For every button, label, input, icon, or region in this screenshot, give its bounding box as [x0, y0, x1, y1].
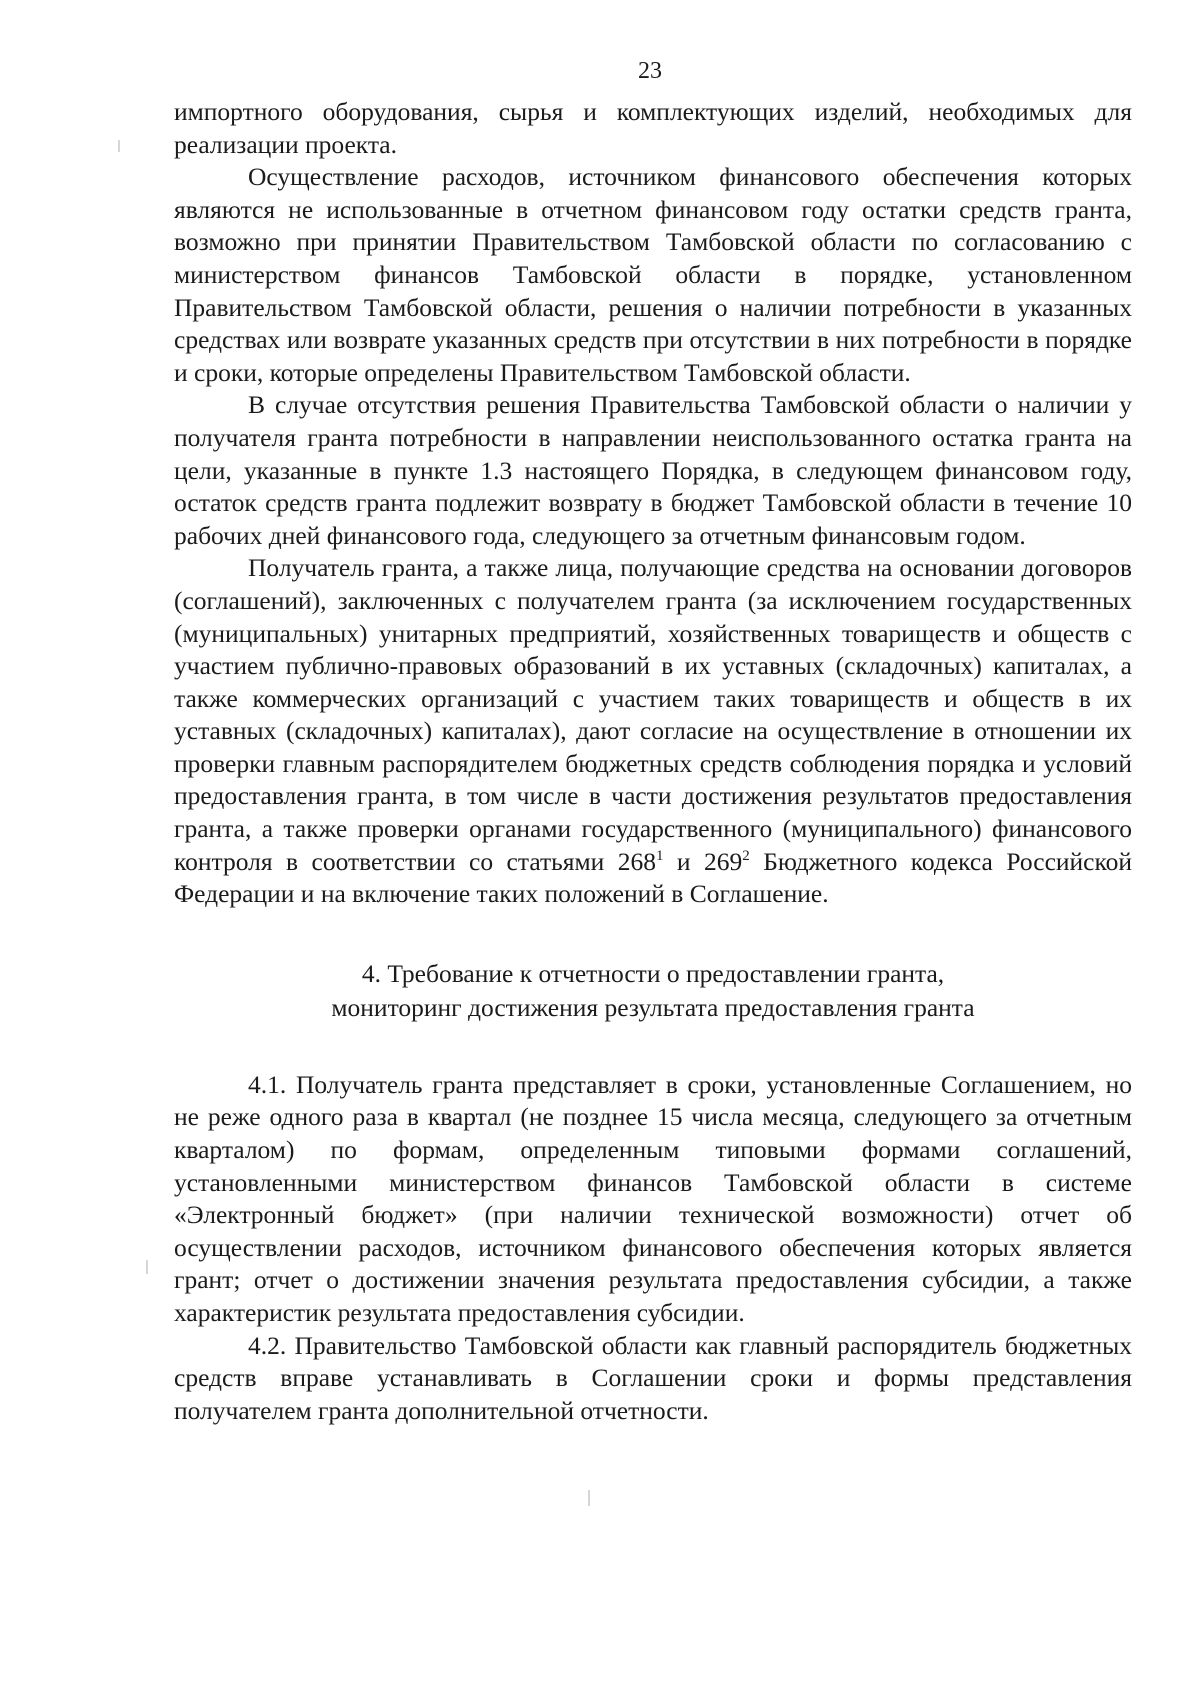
article-269: 269: [704, 846, 743, 876]
paragraph-continuation: импортного оборудования, сырья и комплектующих изделий, необходимых для реализации проекта.: [174, 97, 1132, 159]
document-body: [174, 96, 1132, 1427]
paragraph-4-1: 4.1. Получатель гранта представляет в сроки, установленные Соглашением, но не реже одного раза в квартал (не позднее 15 числа месяца, следующего за отчетным кварталом) по формам, определенным типовыми формами соглашений, установленными министерством финансов Тамбовской области в системе «Электронный бюджет» (при наличии технической возможности) отчет об осуществлении расходов, источником финансового обеспечения которых является грант; отчет о достижении значения результата предоставления субсидии, а также характеристик результата предоставления субсидии.: [174, 1069, 1132, 1327]
article-268-superscript: 1: [655, 847, 664, 864]
conjunction: и: [663, 846, 705, 876]
scan-artifact-bottom: [588, 1490, 590, 1506]
paragraph-unused-funds: Осуществление расходов, источником финансового обеспечения которых являются не использованные в отчетном финансовом году остатки средств гранта, возможно при принятии Правительством Тамбовской области по согласованию с министерством финансов Тамбовской области в порядке, установленном Правительством Тамбовской области, решения о наличии потребности в указанных средствах или возврате указанных средств при отсутствии в них потребности в порядке и сроки, которые определены Правительством Тамбовской области.: [174, 162, 1132, 387]
article-268: 268: [617, 846, 656, 876]
section-heading: [174, 957, 1132, 1025]
recipient-consent-text: Получатель гранта, а также лица, получающие средства на основании договоров (соглашений), заключенных с получателем гранта (за исключением государственных (муниципальных) унитарных предприятий, хозяйственных товариществ и обществ с участием публично-правовых образований в их уставных (складочных) капиталах, а также коммерческих организаций с участием таких товариществ и обществ в их уставных (складочных) капиталах), дают согласие на осуществление в отношении их проверки главным распорядителем бюджетных средств соблюдения порядка и условий предоставления гранта, в том числе в части достижения результатов предоставления гранта, а также проверки органами государственного (муниципального) финансового контроля в соответствии со статьями: [174, 553, 1132, 876]
article-269-superscript: 2: [742, 847, 750, 864]
section-heading-line-2: мониторинг достижения результата предоставления гранта: [331, 992, 975, 1022]
scan-artifact-left-1: [118, 140, 120, 152]
paragraph-return-of-funds: В случае отсутствия решения Правительства Тамбовской области о наличии у получателя гранта потребности в направлении неиспользованного остатка гранта на цели, указанные в пункте 1.3 настоящего Порядка, в следующем финансовом году, остаток средств гранта подлежит возврату в бюджет Тамбовской области в течение 10 рабочих дней финансового года, следующего за отчетным финансовым годом.: [174, 390, 1132, 550]
paragraph-4-2: 4.2. Правительство Тамбовской области как главный распорядитель бюджетных средств вправе устанавливать в Соглашении сроки и формы представления получателем гранта дополнительной отчетности.: [174, 1330, 1132, 1425]
page-number: 23: [638, 58, 662, 84]
section-heading-line-1: 4. Требование к отчетности о предоставлении гранта,: [361, 958, 945, 988]
recipient-consent-text-end: Бюджетного кодекса Российской Федерации и на включение таких положений в Соглашение.: [174, 846, 1132, 909]
paragraph-recipient-consent: [174, 552, 1132, 911]
scan-artifact-left-2: [146, 1260, 148, 1274]
